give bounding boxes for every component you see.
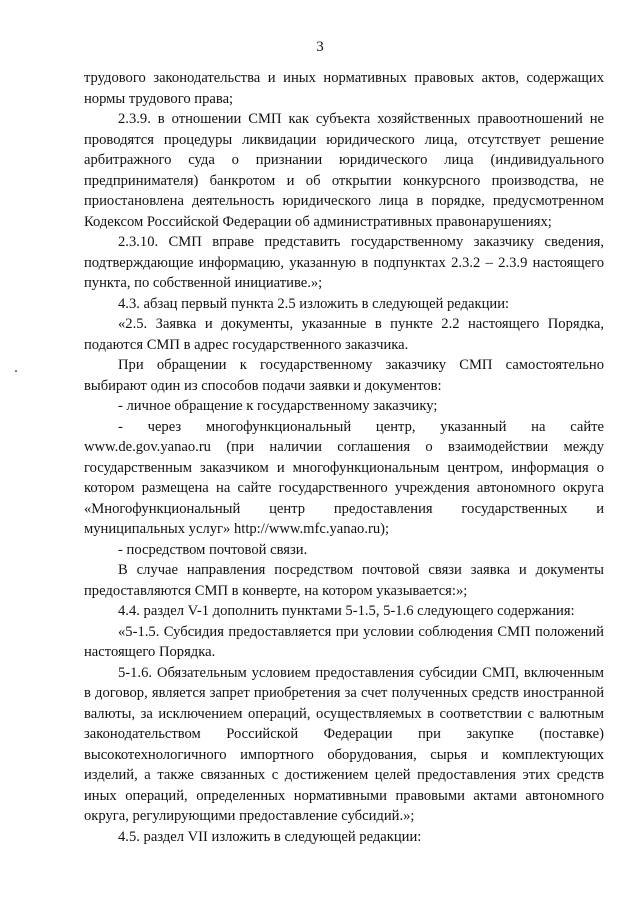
paragraph-5-1-6: 5-1.6. Обязательным условием предоставления субсидии СМП, включенным в договор, является запрет приобретения за счет полученных средств иностранной валюты, за исключением операций, осуществляемых в соответствии с валютным законодательством Российской Федерации при закупке (поставке) высокотехнологичного импортного оборудования, сырья и комплектующих изделий, а также связанных с достижением целей предоставления этих средств иных операций, определенных нормативными правовыми актами автономного округа, регулирующими предоставление субсидий.»; <box>84 664 604 824</box>
list-item-mfc: - через многофункциональный центр, указанный на сайте www.de.gov.yanao.ru (при наличии соглашения о взаимодействии между государственным заказчиком и многофункциональным центром, информация о котором размещена на сайте государственного учреждения автономного округа «Многофункциональный центр предоставления государственных и муниципальных услуг» http://www.mfc.yanao.ru); <box>84 418 604 537</box>
page-number: 3 <box>316 39 324 55</box>
paragraph-4-4: 4.4. раздел V-1 дополнить пунктами 5-1.5, 5-1.6 следующего содержания: <box>118 603 575 619</box>
document-body <box>84 68 604 847</box>
paragraph-envelope: В случае направления посредством почтовой связи заявка и документы предоставляются СМП в конверте, на котором указывается:»; <box>84 562 604 599</box>
paragraph-4-3: 4.3. абзац первый пункта 2.5 изложить в следующей редакции: <box>118 295 510 312</box>
paragraph-2-3-9: 2.3.9. в отношении СМП как субъекта хозяйственных правоотношений не проводятся процедуры ликвидации юридического лица, отсутствует решение арбитражного суда о признании юридического лица (индивидуального предпринимателя) банкротом и об открытии конкурсного производства, не приостановлена деятельность юридического лица в порядке, предусмотренном Кодексом Российской Федерации об административных правонарушениях; <box>84 111 604 230</box>
scan-speck <box>15 370 17 372</box>
paragraph-continuation: трудового законодательства и иных нормативных правовых актов, содержащих нормы трудового права; <box>84 70 604 107</box>
paragraph-2-5: «2.5. Заявка и документы, указанные в пункте 2.2 настоящего Порядка, подаются СМП в адрес государственного заказчика. <box>84 316 604 353</box>
paragraph-submission-methods: При обращении к государственному заказчику СМП самостоятельно выбирают один из способов подачи заявки и документов: <box>84 357 604 394</box>
list-item-post: - посредством почтовой связи. <box>118 541 308 558</box>
paragraph-4-5: 4.5. раздел VII изложить в следующей редакции: <box>118 828 422 845</box>
paragraph-2-3-10: 2.3.10. СМП вправе представить государственному заказчику сведения, подтверждающие информацию, указанную в подпунктах 2.3.2 – 2.3.9 настоящего пункта, по собственной инициативе.»; <box>84 234 604 291</box>
paragraph-5-1-5: «5-1.5. Субсидия предоставляется при условии соблюдения СМП положений настоящего Порядка. <box>84 623 604 660</box>
list-item-personal: - личное обращение к государственному заказчику; <box>118 398 438 414</box>
